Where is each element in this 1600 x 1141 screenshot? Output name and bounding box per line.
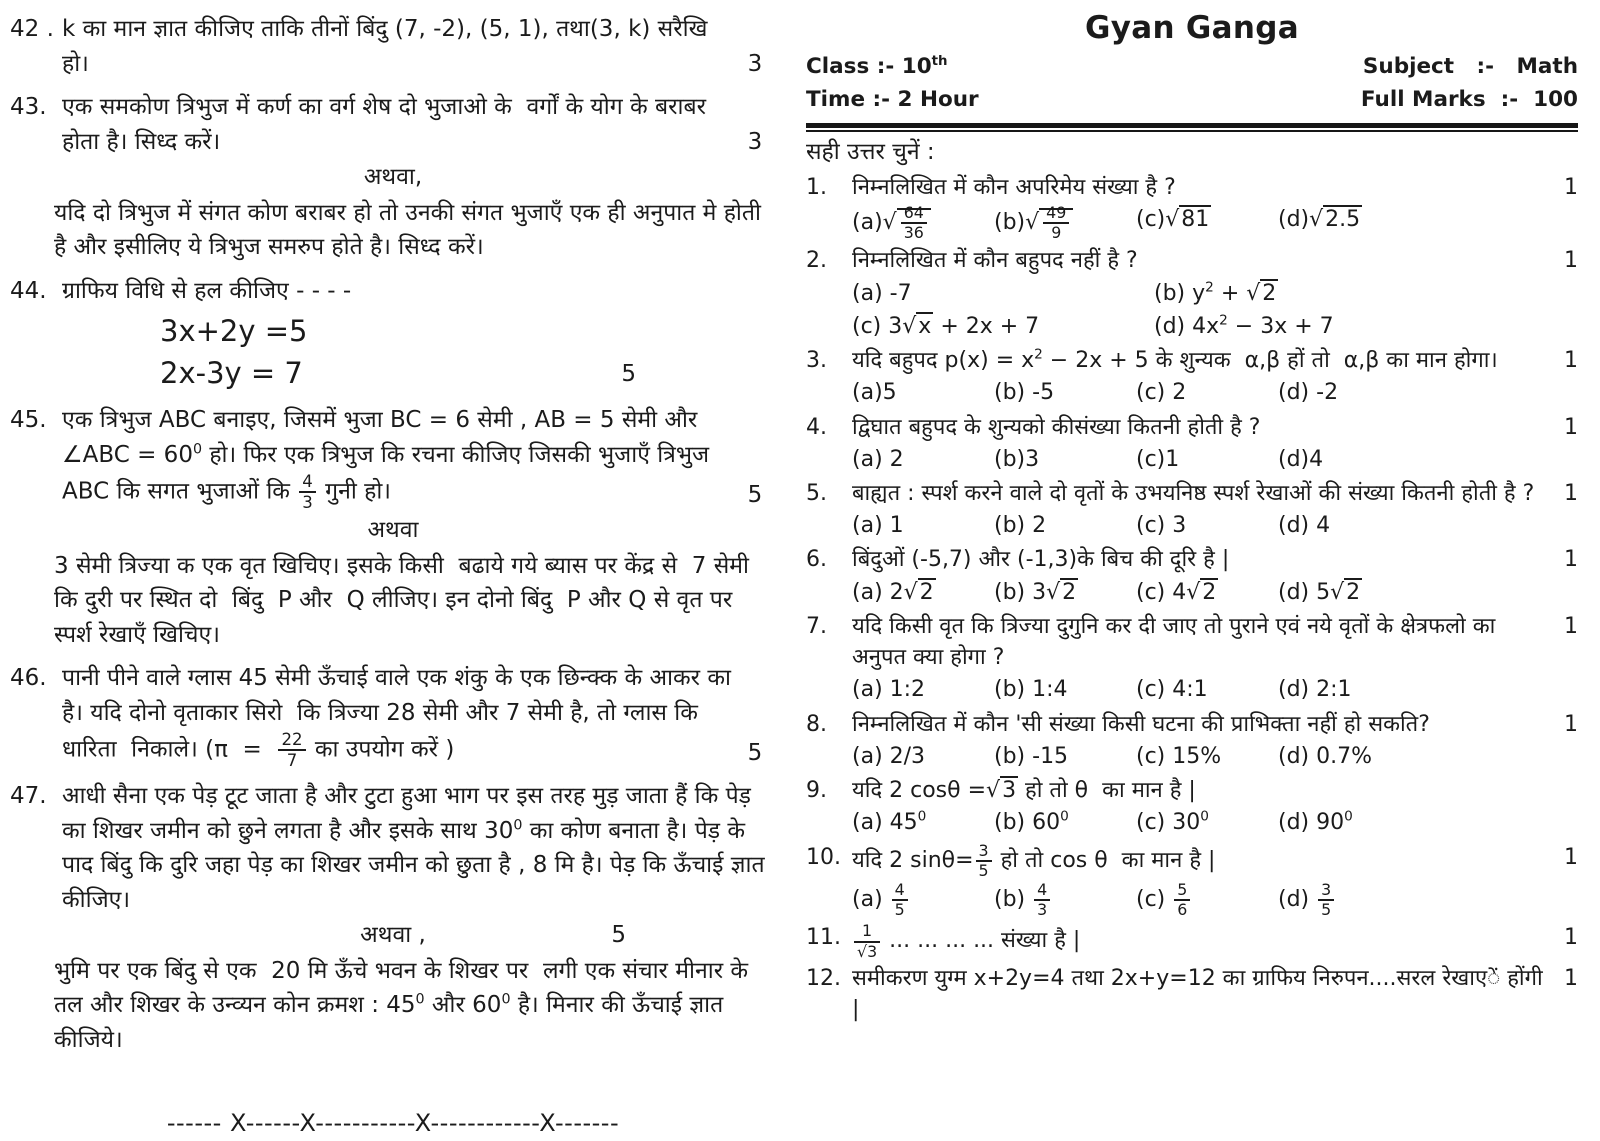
option: (d)4 [1278, 446, 1324, 472]
mcq-text: यदि बहुपद $p(x) = x^2 - 2x + 5$ के शुन्यक α,β हों तो α,β का मान होगा। [852, 346, 1498, 374]
marks-value: 1 [1564, 613, 1578, 639]
marks-value: 1 [1564, 965, 1578, 991]
long-question [10, 90, 776, 265]
marks-value: 3 [747, 50, 763, 77]
mcq-item [806, 963, 1578, 1025]
mcq-text: समीकरण युग्म x+2y=4 तथा 2x+y=12 का ग्राफिय निरुपन....सरल रेखाएें होंगी | [852, 965, 1550, 1023]
fraction: $\frac{4}{5}$ [892, 881, 908, 919]
question-number: 44. [10, 277, 47, 304]
long-questions-section [10, 12, 776, 1057]
equation-line: 3x+2y =5 [160, 314, 308, 348]
mcq-item [806, 478, 1578, 542]
mcq-question-line [806, 709, 1578, 740]
mcq-question-line [806, 775, 1578, 806]
question-number: 46. [10, 665, 47, 692]
marks-value: 3 [747, 128, 763, 155]
marks-value: 5 [747, 481, 763, 508]
question-line [10, 661, 776, 770]
option: (c) $\frac{5}{6}$ [1136, 881, 1268, 919]
option: (a)5 [852, 380, 897, 406]
question-line [10, 779, 776, 917]
right-column [792, 0, 1600, 1131]
question-text: एक समकोण त्रिभुज में कर्ण का वर्ग शेष दो भुजाओ के वर्गों के योग के बराबर होता है। सिध्द करें। [62, 94, 714, 155]
long-question [10, 779, 776, 1057]
class-label: Class :- 10th [806, 53, 948, 80]
mcq-item [806, 709, 1578, 773]
mcq-options [806, 740, 1578, 773]
mcq-item [806, 245, 1578, 343]
question-line [10, 274, 776, 309]
alternative-label-line [10, 160, 776, 195]
mcq-item [806, 544, 1578, 608]
question-text: ग्राफिय विधि से हल कीजिए - - - - [62, 277, 352, 304]
mcq-text: बिंदुओं (-5,7) और (-1,3)के बिच की दूरि है | [852, 547, 1230, 573]
marks-value: 1 [1564, 414, 1578, 440]
mcq-options [806, 880, 1578, 920]
fraction: $\frac{4}{3}$ [1034, 881, 1050, 919]
mcq-item [806, 775, 1578, 839]
question-number: 42 . [10, 16, 54, 42]
question-number: 47. [10, 783, 47, 810]
marks-value: 1 [1564, 481, 1578, 507]
alternative-text: भुमि पर एक बिंदु से एक 20 मि ऊँचे भवन के शिखर पर लगी एक संचार मीनार के तल और शिखर के उन्व्यन कोन क्रमश : $45^0$ और $60^0$ है। मिनार की ऊँचाई ज्ञात कीजिये। [54, 957, 756, 1053]
alternative-label: अथवा, [363, 164, 423, 190]
option: (c) 4√2 [1136, 579, 1217, 605]
option: (d) 5√2 [1278, 579, 1361, 605]
mcq-number: 4. [806, 414, 827, 440]
header-meta-row-2 [806, 85, 1578, 116]
paper-header [806, 6, 1578, 169]
mcq-number: 5. [806, 481, 827, 507]
option: (b)√ $\frac{49}{9}$ [994, 204, 1126, 242]
mcq-question-line [806, 345, 1578, 376]
fraction: $\frac{3}{5}$ [976, 842, 992, 880]
marks-value: 1 [1564, 248, 1578, 274]
alternative-label: अथवा [367, 517, 419, 544]
mcq-text: यदि किसी वृत कि त्रिज्या दुगुनि कर दी जाए तो पुराने एवं नये वृतों के क्षेत्रफलो का अनुपत क्या होगा ? [852, 613, 1503, 671]
mcq-number: 10. [806, 844, 841, 870]
mcq-number: 7. [806, 613, 827, 639]
mcq-question-line [806, 412, 1578, 443]
sqrt-symbol: √2 [1046, 579, 1077, 605]
fraction: $\frac{1}{√3}$ [854, 922, 880, 960]
option: (c) 15% [1136, 743, 1222, 769]
alternative-label-line [10, 513, 776, 548]
sqrt-symbol: √ $\frac{49}{9}$ [1025, 208, 1073, 235]
mcq-text: निम्नलिखित में कौन 'सी संख्या किसी घटना की प्राभिक्ता नहीं हो सकति? [852, 711, 1430, 737]
question-text: एक त्रिभुज ABC बनाइए, जिसमें भुजा BC = 6 सेमी , AB = 5 सेमी और ∠ABC = $60^0$ हो। फिर एक त्रिभुज कि रचना कीजिए जिसकी भुजाएँ त्रिभुज ABC कि सगत भुजाओं कि $\frac{4}{3}$ गुनी हो। [62, 407, 717, 513]
option: (d) -2 [1278, 380, 1339, 406]
option: (a) 2/3 [852, 743, 926, 769]
sqrt-symbol: √x [902, 313, 932, 339]
mcq-question-line [806, 842, 1578, 880]
marks-value: 1 [1564, 547, 1578, 573]
mcq-options [806, 509, 1578, 542]
mcq-options [806, 443, 1578, 476]
option: (a) $45^0$ [852, 809, 927, 836]
mcq-question-line [806, 963, 1578, 1025]
question-number: 45. [10, 407, 47, 434]
mcq-question-line [806, 478, 1578, 509]
mcq-item [806, 922, 1578, 960]
long-question [10, 274, 776, 395]
question-text: पानी पीने वाले ग्लास 45 सेमी ऊँचाई वाले एक शंकु के एक छिन्क्क के आकर का है। यदि दोनो वृताकार सिरो कि त्रिज्या 28 सेमी और 7 सेमी है, तो ग्लास कि धारिता निकाले। (π = $\frac{22}{7}$ का उपयोग करें ) [62, 665, 739, 771]
subject-label: Subject :- Math [1362, 54, 1578, 80]
option: (c) 4:1 [1136, 677, 1208, 703]
fraction: $\frac{22}{7}$ [278, 730, 305, 770]
marks-value: 1 [1564, 711, 1578, 737]
mcq-question-line [806, 245, 1578, 276]
marks-value: 5 [747, 739, 763, 766]
option: (a) 1 [852, 513, 904, 539]
option: (c) 3 [1136, 513, 1187, 539]
mcq-question-line [806, 544, 1578, 575]
mcq-options [806, 203, 1578, 243]
equation-block [10, 308, 776, 394]
mcq-options [806, 376, 1578, 409]
marks-value: 5 [611, 922, 626, 949]
option: (c) $30^0$ [1136, 809, 1209, 836]
mcq-options [806, 673, 1578, 706]
option: (b) 2 [994, 513, 1047, 539]
alternative-text: यदि दो त्रिभुज में संगत कोण बराबर हो तो उनकी संगत भुजाएँ एक ही अनुपात मे होती है और इसीलिए ये त्रिभुज समरुप होते है। सिध्द करें। [54, 199, 769, 260]
fraction: $\frac{4}{3}$ [299, 472, 316, 512]
option: (c) 3√x + 2x + 7 [852, 313, 1040, 339]
option: (b)3 [994, 446, 1040, 472]
alternative-label-line [10, 918, 776, 953]
marks-value: 1 [1564, 348, 1578, 374]
mcq-text: द्विघात बहुपद के शुन्यको कीसंख्या कितनी होती है ? [852, 414, 1261, 440]
alternative-text: 3 सेमी त्रिज्या क एक वृत खिचिए। इसके किसी बढाये गये ब्यास पर केंद्र से 7 सेमी कि दुरी पर स्थित दो बिंदु P और Q लीजिए। इन दोनो बिंदु P और Q से वृत पर स्पर्श रेखाएँ खिचिए। [54, 552, 757, 648]
end-divider: ------ X------X-----------X------------X------- [166, 1109, 620, 1138]
marks-value: 1 [1564, 844, 1578, 870]
mcq-item [806, 345, 1578, 409]
long-question [10, 661, 776, 770]
header-divider [806, 123, 1578, 132]
left-column [0, 0, 792, 1138]
mcq-item [806, 412, 1578, 476]
option: (a) 2√2 [852, 579, 934, 605]
mcq-options [806, 277, 1578, 343]
mcq-number: 6. [806, 547, 827, 573]
option: (a) $\frac{4}{5}$ [852, 881, 984, 919]
mcq-number: 1. [806, 174, 827, 200]
option: (a) 2 [852, 446, 904, 472]
question-line [10, 90, 776, 159]
option: (a) 1:2 [852, 677, 926, 703]
long-question [10, 403, 776, 652]
sqrt-symbol: √2 [1186, 579, 1217, 605]
mcq-text: निम्नलिखित में कौन बहुपद नहीं है ? [852, 248, 1138, 274]
instruction-text: सही उत्तर चुनें : [806, 139, 935, 166]
option: (b) 1:4 [994, 677, 1068, 703]
option: (d)√2.5 [1278, 206, 1361, 232]
mcq-item [806, 172, 1578, 244]
option: (d) 4 [1278, 513, 1331, 539]
question-line [10, 12, 776, 81]
sqrt-symbol: √3 [986, 778, 1017, 804]
mcq-options [806, 576, 1578, 609]
sqrt-symbol: √ $\frac{64}{36}$ [883, 208, 931, 235]
mcq-text: निम्नलिखित में कौन अपरिमेय संख्या है ? [852, 174, 1176, 200]
question-text: आधी सैना एक पेड़ टूट जाता है और टुटा हुआ भाग पर इस तरह मुड़ जाता हैं कि पेड़ का शिखर जमीन को छुने लगता है और इसके साथ $30^0$ का कोण बनाता है। पेड़ के पाद बिंदु कि दुरि जहा पेड़ का शिखर जमीन को छुता है , 8 मि है। पेड़ कि ऊँचाई ज्ञात कीजिए। [62, 783, 772, 913]
mcq-text: यदि 2 sinθ= $\frac{3}{5}$ हो तो cos θ का मान है | [852, 840, 1216, 880]
mcq-question-line [806, 611, 1578, 673]
fraction: $\frac{5}{6}$ [1174, 881, 1190, 919]
option: (d) $90^0$ [1278, 809, 1353, 836]
option: (c)1 [1136, 446, 1180, 472]
option: (a) -7 [852, 280, 912, 306]
sqrt-symbol: √2 [1330, 579, 1361, 605]
sqrt-symbol: √2 [903, 579, 934, 605]
full-marks-label: Full Marks :- 100 [1360, 86, 1578, 112]
sqrt-symbol: √81 [1165, 206, 1210, 232]
sqrt-symbol: √2.5 [1309, 206, 1361, 232]
mcq-text: यदि 2 cosθ =√3 हो तो θ का मान है | [852, 778, 1196, 804]
mcq-item [806, 611, 1578, 707]
mcq-list [806, 172, 1578, 1026]
mcq-number: 3. [806, 348, 827, 374]
mcq-question-line [806, 172, 1578, 203]
mcq-number: 8. [806, 711, 827, 737]
mcq-number: 11. [806, 925, 841, 951]
equation-line: 2x-3y = 7 5 [160, 356, 636, 391]
mcq-item [806, 842, 1578, 921]
option: (b) 3√2 [994, 579, 1077, 605]
mcq-question-line [806, 922, 1578, 960]
option: (b) $60^0$ [994, 809, 1069, 836]
option: (c)√81 [1136, 206, 1210, 232]
option: (d) 0.7% [1278, 743, 1373, 769]
marks-value: 5 [621, 361, 636, 388]
sqrt-symbol: √2 [1246, 280, 1277, 306]
long-question [10, 12, 776, 81]
option: (b) -5 [994, 380, 1055, 406]
option: (d) $\frac{3}{5}$ [1278, 881, 1410, 919]
paper-title: Gyan Ganga [1085, 10, 1299, 46]
mcq-text: बाह्यत : स्पर्श करने वाले दो वृतों के उभयनिष्ठ स्पर्श रेखाओं की संख्या कितनी होती है ? [852, 481, 1535, 507]
option: (a)√ $\frac{64}{36}$ [852, 204, 984, 242]
time-label: Time :- 2 Hour [806, 86, 979, 112]
mcq-text: $\frac{1}{√3}$ ... ... ... ... संख्या है | [852, 922, 1544, 960]
marks-value: 1 [1564, 925, 1578, 951]
option: (b) $\frac{4}{3}$ [994, 881, 1126, 919]
question-line [10, 403, 776, 512]
option: (d) $4x^2 - 3x + 7$ [1154, 312, 1334, 339]
mcq-number: 2. [806, 248, 827, 274]
mcq-number: 9. [806, 778, 827, 804]
option: (b) -15 [994, 743, 1069, 769]
marks-value: 1 [1564, 174, 1578, 200]
question-number: 43. [10, 94, 47, 120]
option: (d) 2:1 [1278, 677, 1352, 703]
option: (b) $y^2 + √2$ [1154, 279, 1277, 306]
question-text: k का मान ज्ञात कीजिए ताकि तीनों बिंदु (7, -2), (5, 1), तथा(3, k) सरैखि हो। [62, 16, 715, 77]
header-meta-row-1 [806, 52, 1578, 83]
mcq-options [806, 806, 1578, 839]
mcq-number: 12. [806, 965, 841, 991]
fraction: $\frac{3}{5}$ [1318, 881, 1334, 919]
alternative-label: अथवा , [360, 922, 426, 949]
option: (c) 2 [1136, 380, 1187, 406]
